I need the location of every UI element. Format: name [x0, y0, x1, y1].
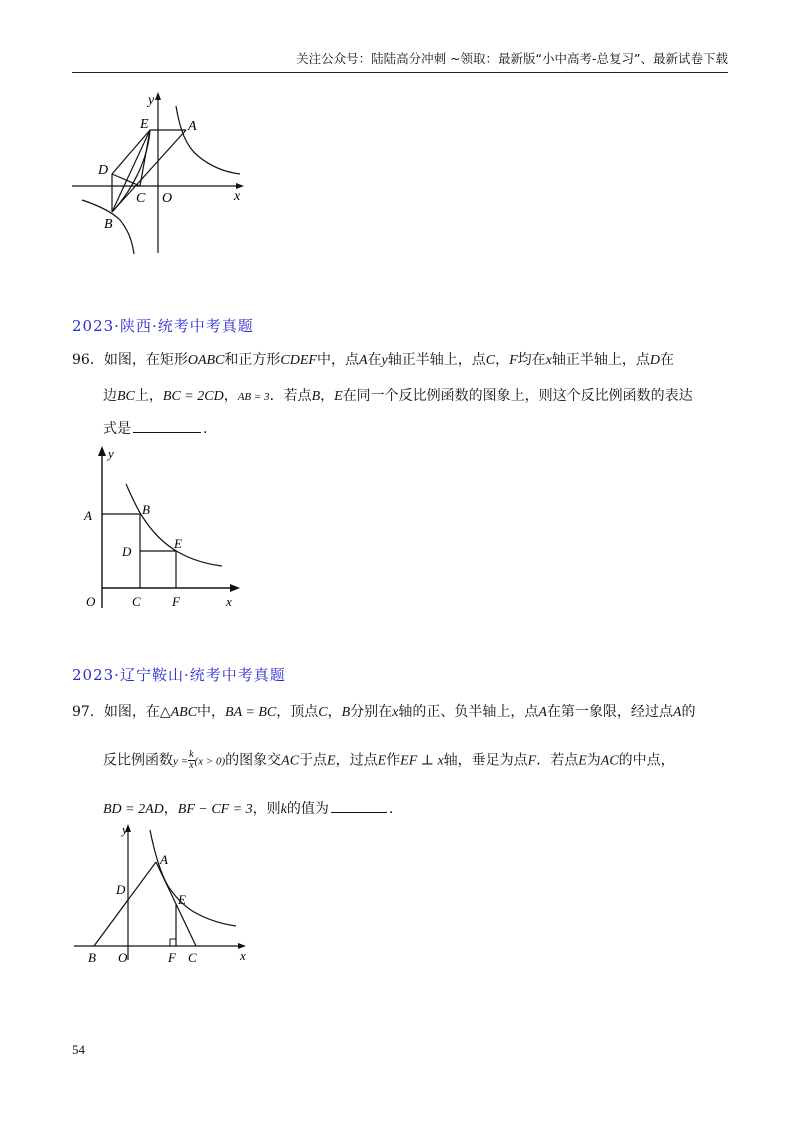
fig3-label-d: D: [116, 882, 126, 897]
fig2-label-a: A: [84, 508, 92, 523]
figure-hyperbola-efab: [68, 88, 258, 258]
fig2-label-y: y: [108, 446, 114, 461]
q96-line1: 96．如图，在矩形OABC和正方形CDEF中，点A在y轴正半轴上，点C，F均在x轴正半轴上，点D在: [72, 352, 674, 368]
figure-triangle-hyperbola: [70, 820, 260, 970]
page-number: 54: [72, 1042, 85, 1057]
fig2-label-b: B: [142, 502, 150, 517]
q97-answer-blank[interactable]: [331, 798, 387, 813]
fig3-label-y: y: [122, 822, 128, 837]
fig3-label-f: F: [168, 950, 176, 965]
fig1-label-a: A: [188, 119, 197, 134]
fig3-label-o: O: [118, 950, 128, 965]
q97-line2: 反比例函数y = $\frac{k}{x}$ (x > 0)的图象交AC于点E，过点E作EF ⊥ x轴，垂足为点F．若点E为AC的中点，: [103, 749, 675, 771]
fig2-label-c: C: [132, 594, 141, 609]
page-header: 关注公众号：陆陆高分冲刺 ~领取：最新版“小中高考-总复习”、最新试卷下载: [72, 48, 728, 73]
figure-rectangle-square: [78, 440, 248, 615]
section-title-shaanxi: 2023·陕西·统考中考真题: [72, 317, 254, 335]
section-title-liaoning: 2023·辽宁鞍山·统考中考真题: [72, 666, 286, 684]
fig2-label-o: O: [86, 594, 96, 609]
fig1-label-x: x: [234, 189, 241, 204]
q97-fraction: $\frac{k}{x}$: [189, 749, 194, 771]
fig2-label-x: x: [226, 594, 232, 609]
q97-line3: BD = 2AD，BF − CF = 3，则k的值为 .: [103, 798, 393, 820]
fig1-label-y: y: [148, 93, 155, 108]
q97-line1: 97．如图，在△ABC中，BA = BC，顶点C，B分别在x轴的正、负半轴上，点A在第一象限，经过点A的: [72, 704, 696, 720]
fig3-label-a: A: [160, 852, 168, 867]
fig1-label-b: B: [104, 217, 113, 232]
q96-line2: 边BC上，BC = 2CD，AB = 3．若点B，E在同一个反比例函数的图象上，则这个反比例函数的表达: [103, 388, 693, 404]
q96-answer-blank[interactable]: [133, 418, 201, 433]
fig3-label-c: C: [188, 950, 197, 965]
fig1-label-d: D: [98, 163, 109, 178]
fig1-label-c: C: [136, 191, 146, 206]
fig3-label-b: B: [88, 950, 96, 965]
q96-line3: 式是 .: [103, 418, 207, 439]
fig2-label-d: D: [122, 544, 132, 559]
fig1-label-e: E: [140, 117, 149, 132]
fig2-label-e: E: [174, 536, 182, 551]
fig2-label-f: F: [172, 594, 180, 609]
fig3-label-x: x: [240, 948, 246, 963]
fig3-label-e: E: [178, 892, 186, 907]
fig1-label-o: O: [162, 191, 173, 206]
